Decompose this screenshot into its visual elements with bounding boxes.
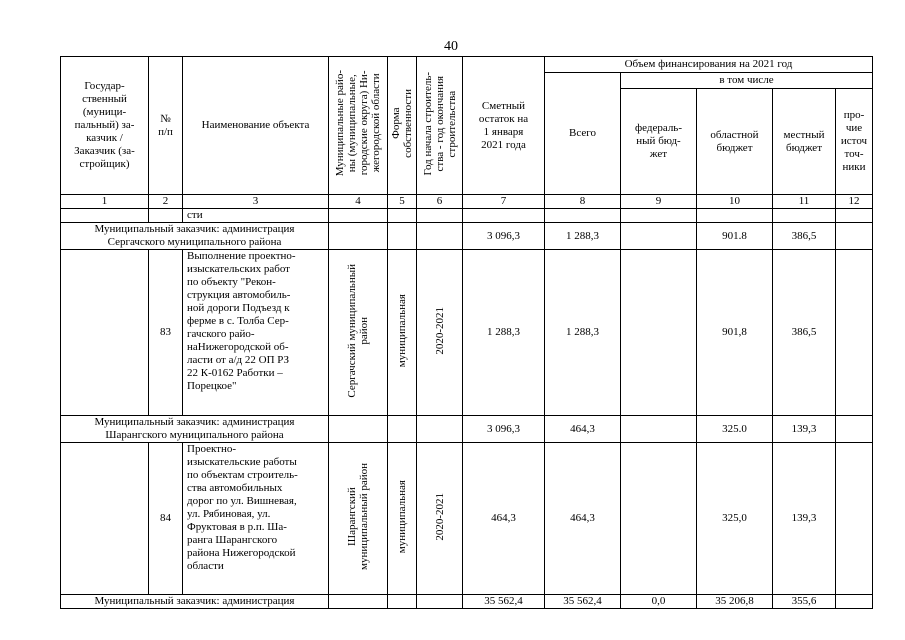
total-value: 35 562,4 — [545, 595, 621, 609]
customer-label: Муниципальный заказчик: администрация Шарангского муниципального района — [61, 416, 329, 443]
col-number: 5 — [388, 195, 417, 209]
header-funding-title: Объем финансирования на 2021 год — [545, 57, 873, 73]
estimate-value: 35 562,4 — [463, 595, 545, 609]
table-row — [61, 250, 873, 416]
other-value — [836, 223, 873, 250]
local-value: 139,3 — [773, 416, 836, 443]
years-cell: 2020-2021 — [417, 443, 463, 595]
ownership-cell: муниципальная — [388, 250, 417, 416]
table-row — [61, 209, 873, 223]
col-number: 10 — [697, 195, 773, 209]
regional-value: 35 206,8 — [697, 595, 773, 609]
header-local: местный бюджет — [773, 89, 836, 195]
header-including: в том числе — [621, 73, 873, 89]
regional-value: 325.0 — [697, 416, 773, 443]
header-customer: Государ- ственный (муници- пальный) за- казчик / Заказчик (за- стройщик) — [61, 57, 149, 195]
federal-value — [621, 416, 697, 443]
local-value: 139,3 — [773, 443, 836, 595]
continuation-text: сти — [183, 209, 329, 223]
estimate-value: 3 096,3 — [463, 416, 545, 443]
col-number: 9 — [621, 195, 697, 209]
col-number: 12 — [836, 195, 873, 209]
header-federal: федераль- ный бюд- жет — [621, 89, 697, 195]
other-value — [836, 443, 873, 595]
customer-label: Муниципальный заказчик: администрация — [61, 595, 329, 609]
total-value: 1 288,3 — [545, 250, 621, 416]
federal-value — [621, 443, 697, 595]
regional-value: 901.8 — [697, 223, 773, 250]
customer-group-row — [61, 223, 873, 250]
estimate-value: 1 288,3 — [463, 250, 545, 416]
customer-group-row — [61, 416, 873, 443]
col-number: 6 — [417, 195, 463, 209]
col-number: 7 — [463, 195, 545, 209]
customer-group-row — [61, 595, 873, 609]
total-value: 1 288,3 — [545, 223, 621, 250]
ownership-cell: муниципальная — [388, 443, 417, 595]
federal-value: 0,0 — [621, 595, 697, 609]
years-cell: 2020-2021 — [417, 250, 463, 416]
other-value — [836, 595, 873, 609]
estimate-value: 464,3 — [463, 443, 545, 595]
col-number: 11 — [773, 195, 836, 209]
header-municipality: Муниципальные райо- ны (муниципальные, городские округа) Ни- жегородской области — [329, 57, 388, 195]
header-ownership: Форма собственности — [388, 57, 417, 195]
header-num: № п/п — [149, 57, 183, 195]
col-number: 3 — [183, 195, 329, 209]
other-value — [836, 416, 873, 443]
local-value: 386,5 — [773, 223, 836, 250]
column-numbers-row — [61, 195, 873, 209]
table-row — [61, 443, 873, 595]
row-number: 83 — [149, 250, 183, 416]
customer-label: Муниципальный заказчик: администрация Сергачского муниципального района — [61, 223, 329, 250]
federal-value — [621, 223, 697, 250]
header-regional: областной бюджет — [697, 89, 773, 195]
object-name: Проектно- изыскательские работы по объектам строитель- ства автомобильных дорог по ул. Вишневая, ул. Рябиновая, ул. Фруктовая в р.п. Ша- ранга Шарангского района Нижегородской области — [183, 443, 329, 595]
header-other: про- чие источ точ- ники — [836, 89, 873, 195]
row-number: 84 — [149, 443, 183, 595]
col-number: 2 — [149, 195, 183, 209]
local-value: 386,5 — [773, 250, 836, 416]
total-value: 464,3 — [545, 416, 621, 443]
local-value: 355,6 — [773, 595, 836, 609]
header-estimate: Сметный остаток на 1 января 2021 года — [463, 57, 545, 195]
total-value: 464,3 — [545, 443, 621, 595]
financing-table — [60, 56, 873, 609]
header-years: Год начала строитель- ства - год окончания строительства — [417, 57, 463, 195]
regional-value: 325,0 — [697, 443, 773, 595]
municipality-cell: Сергачский муниципальный район — [329, 250, 388, 416]
other-value — [836, 250, 873, 416]
col-number: 8 — [545, 195, 621, 209]
object-name: Выполнение проектно- изыскательских работ по объекту "Рекон- струкция автомобиль- ной дороги Подъезд к ферме в с. Толба Сер- гачского райо- наНижегородской об- ласти от а/д 22 ОП РЗ 22 К-0162 Работки – Порецкое" — [183, 250, 329, 416]
page-number: 40 — [444, 39, 458, 54]
col-number: 4 — [329, 195, 388, 209]
federal-value — [621, 250, 697, 416]
municipality-cell: Шарангский муниципальный район — [329, 443, 388, 595]
regional-value: 901,8 — [697, 250, 773, 416]
header-object-name: Наименование объекта — [183, 57, 329, 195]
header-total: Всего — [545, 73, 621, 195]
col-number: 1 — [61, 195, 149, 209]
estimate-value: 3 096,3 — [463, 223, 545, 250]
